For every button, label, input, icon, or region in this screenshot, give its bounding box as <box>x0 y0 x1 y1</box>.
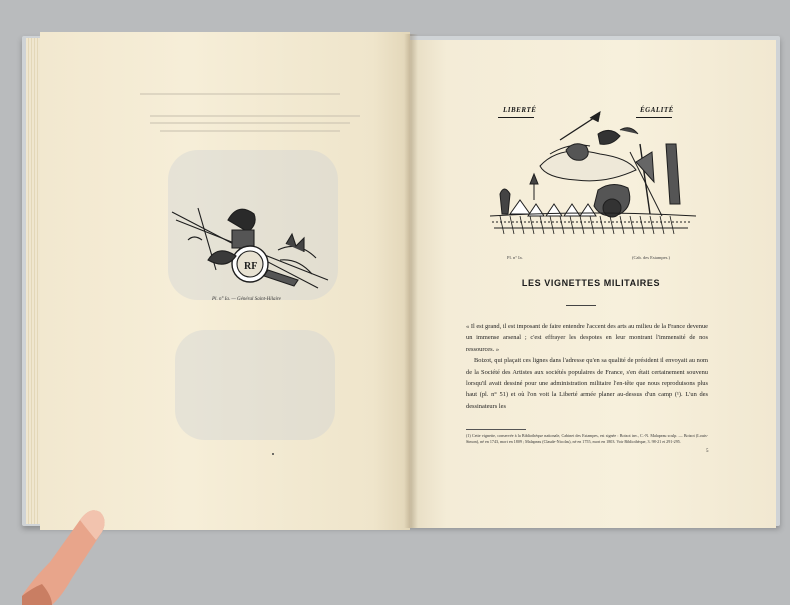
motto-liberte: LIBERTÉ <box>503 106 537 114</box>
right-plate-source: (Cab. des Estampes.) <box>632 255 670 260</box>
liberty-camp-vignette <box>490 104 696 252</box>
trophy-vignette <box>168 200 334 296</box>
section-title: LES VIGNETTES MILITAIRES <box>521 278 661 288</box>
body-text <box>466 321 708 412</box>
motto-egalite: ÉGALITÉ <box>640 106 674 114</box>
svg-text:RF: RF <box>244 261 258 272</box>
page-number: 5 <box>706 449 709 454</box>
paragraph-2: Boizot, qui plaçait ces lignes dans l'adresse qu'en sa qualité de président il envoyait au nom de la Société des Artistes aux sociétés populaires de France, s'en était certainement souvenu lorsqu'il avait dessiné pour une administration militaire l'en-tête que nous reproduisons plus haut (pl. n° 51) et où l'on voit la Liberté armée planer au-dessus d'un camp (¹). L'un des dessinateurs les <box>466 357 708 410</box>
right-plate-caption: Pl. n° Ia. <box>507 255 523 260</box>
finger <box>22 500 122 605</box>
book-gutter <box>404 34 418 528</box>
left-plate-caption: Pl. n° Ia. — Général Saint-Hilaire <box>212 297 281 302</box>
footnote: (1) Cette vignette, conservée à la Bibliothèque nationale, Cabinet des Estampes, est signée : Boizot inv., C.-N. Malapeau sculp. — Boizot (Louis-Simon), né en 1743, mort en 1809 ; Malapeau (Claude-Nicolas), né en 1755, mort en 1803. Voir Bibliothèque, 3. 98-21 et 291-295. <box>466 433 708 445</box>
title-rule <box>566 305 596 306</box>
paragraph-1: « Il est grand, il est imposant de faire entendre l'accent des arts au milieu de la France devenue un immense arsenal ; c'est effrayer les despotes en leur montrant l'immensité de nos ressources. » <box>466 323 708 353</box>
footnote-rule <box>466 429 526 430</box>
